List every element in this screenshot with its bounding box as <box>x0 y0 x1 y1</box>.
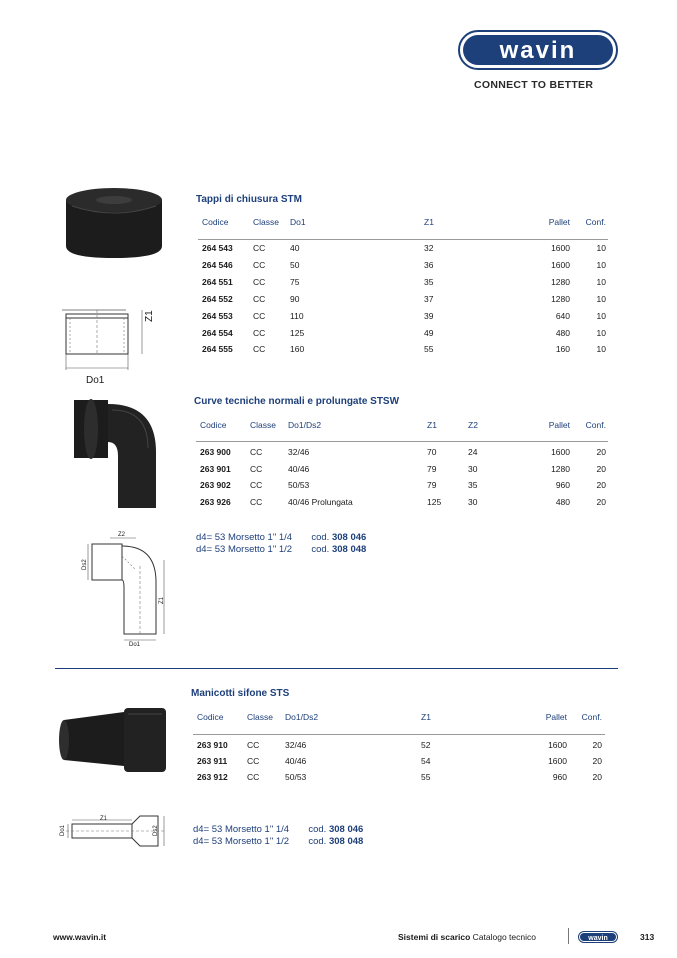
tappi-row-3-col-5: 10 <box>596 293 606 304</box>
sleeve-note-2 <box>193 836 363 847</box>
sleeve-header-pallet: Pallet <box>545 712 567 722</box>
sleeve-row-2-col-5: 20 <box>592 772 602 782</box>
tappi-row-0-col-0: 264 543 <box>202 243 233 253</box>
tappi-header-conf: Conf. <box>585 217 606 227</box>
tappi-row-4-col-3: 39 <box>424 310 434 321</box>
sleeve-product-image <box>58 706 170 779</box>
sleeve-drawing-do1-label: Do1 <box>60 824 66 836</box>
sleeve-row-1-col-2: 40/46 <box>285 756 307 766</box>
sleeve-row-2-col-3: 55 <box>421 772 431 782</box>
sleeve-note-1-cod-label: cod. <box>308 824 327 835</box>
sleeve-note-2-cod-label: cod. <box>308 836 327 847</box>
curve-note-2-cod: 308 048 <box>331 544 367 555</box>
tappi-row-0-col-1: CC <box>253 243 266 253</box>
tappi-row-0-col-3: 32 <box>424 243 434 253</box>
tappi-row-0-col-5: 10 <box>596 243 606 253</box>
section-title-tappi: Tappi di chiusura STM <box>196 194 302 205</box>
tappi-row-6-col-5: 10 <box>596 344 606 355</box>
curve-header-rule <box>196 441 608 442</box>
tappi-row-4-col-1: CC <box>253 310 266 321</box>
tappi-row-2-col-5: 10 <box>596 276 606 287</box>
sleeve-note-2-text: d4= 53 Morsetto 1" 1/2 <box>193 836 290 847</box>
cap-product-image <box>62 186 172 265</box>
cap-drawing-do1-label: Do1 <box>86 375 105 386</box>
tappi-row-4-col-4: 640 <box>555 310 570 321</box>
curve-row-3-col-6: 20 <box>596 496 606 507</box>
footer-catalog-bold: Sistemi di scarico <box>398 932 471 942</box>
curve-row-0-col-4: 24 <box>468 447 478 457</box>
sleeve-header-z1: Z1 <box>421 712 431 722</box>
sleeve-row-0-col-0: 263 910 <box>197 740 228 750</box>
tappi-row-1-col-3: 36 <box>424 259 434 270</box>
logo-text: wavin <box>499 37 577 64</box>
tappi-row-1-col-1: CC <box>253 259 266 270</box>
tappi-row-5-col-5: 10 <box>596 327 606 338</box>
sleeve-header-conf: Conf. <box>581 712 602 722</box>
curve-row-0-col-5: 1600 <box>551 447 570 457</box>
cap-technical-drawing <box>56 302 176 395</box>
sleeve-row-2-col-4: 960 <box>552 772 567 782</box>
curve-header-codice: Codice <box>200 420 227 430</box>
cap-drawing-z1-label: Z1 <box>144 310 155 322</box>
curve-row-1-col-0: 263 901 <box>200 463 231 474</box>
tappi-header-z1: Z1 <box>424 217 434 227</box>
sleeve-row-2-col-1: CC <box>247 772 260 782</box>
curve-row-2-col-4: 35 <box>468 480 478 491</box>
sleeve-row-1-col-0: 263 911 <box>197 756 228 766</box>
elbow-drawing-ds2-label: Ds2 <box>82 559 88 570</box>
sleeve-row-1-col-3: 54 <box>421 756 431 766</box>
tappi-row-2-col-1: CC <box>253 276 266 287</box>
sleeve-row-0-col-4: 1600 <box>548 740 567 750</box>
elbow-drawing-z1-label: Z1 <box>159 596 165 604</box>
tappi-row-5-col-0: 264 554 <box>202 327 233 338</box>
curve-note-1-cod-label: cod. <box>311 532 330 543</box>
sleeve-note-1-cod: 308 046 <box>328 824 364 835</box>
curve-header-pallet: Pallet <box>548 420 570 430</box>
section-title-manicotti: Manicotti sifone STS <box>191 688 290 699</box>
tappi-row-3-col-4: 1280 <box>551 293 570 304</box>
tappi-row-1-col-5: 10 <box>596 259 606 270</box>
sleeve-row-2-col-2: 50/53 <box>285 772 307 782</box>
curve-row-0-col-1: CC <box>250 447 263 457</box>
footer-page-number: 313 <box>640 932 655 942</box>
tappi-row-2-col-3: 35 <box>424 276 434 287</box>
tappi-row-4-col-5: 10 <box>596 310 606 321</box>
tappi-row-6-col-0: 264 555 <box>202 344 233 355</box>
tappi-row-6-col-4: 160 <box>555 344 570 355</box>
elbow-drawing-z2-label: Z2 <box>118 532 126 538</box>
tappi-row-6-col-1: CC <box>253 344 266 355</box>
tappi-row-0-col-4: 1600 <box>551 243 570 253</box>
curve-header-classe: Classe <box>250 420 276 430</box>
sleeve-row-1-col-4: 1600 <box>548 756 567 766</box>
curve-row-2-col-2: 50/53 <box>288 480 310 491</box>
curve-row-3-col-4: 30 <box>468 496 478 507</box>
tappi-row-1-col-0: 264 546 <box>202 259 233 270</box>
footer-logo-text: wavin <box>588 935 608 942</box>
sleeve-row-1-col-1: CC <box>247 756 260 766</box>
tappi-row-1-col-4: 1600 <box>551 259 570 270</box>
sleeve-row-0-col-5: 20 <box>592 740 602 750</box>
tappi-row-6-col-2: 160 <box>290 344 305 355</box>
wavin-logo <box>458 30 618 70</box>
curve-row-2-col-3: 79 <box>427 480 437 491</box>
sleeve-row-1-col-5: 20 <box>592 756 602 766</box>
curve-row-2-col-0: 263 902 <box>200 480 231 491</box>
curve-note-2-text: d4= 53 Morsetto 1" 1/2 <box>196 544 293 555</box>
curve-row-3-col-2: 40/46 Prolungata <box>288 496 353 507</box>
sleeve-row-2-col-0: 263 912 <box>197 772 228 782</box>
curve-row-1-col-6: 20 <box>596 463 606 474</box>
tappi-header-classe: Classe <box>253 217 279 227</box>
footer-website[interactable]: www.wavin.it <box>53 932 107 942</box>
curve-note-1 <box>196 532 366 543</box>
curve-header-z1: Z1 <box>427 420 437 430</box>
sleeve-note-2-cod: 308 048 <box>328 836 364 847</box>
tappi-header-do1: Do1 <box>290 217 306 227</box>
tappi-row-0-col-2: 40 <box>290 243 300 253</box>
curve-note-2 <box>196 544 366 555</box>
curve-header-do1ds2: Do1/Ds2 <box>288 420 322 430</box>
sleeve-note-1 <box>193 824 363 835</box>
tappi-header-pallet: Pallet <box>548 217 570 227</box>
elbow-drawing-do1-label: Do1 <box>129 642 141 648</box>
curve-header-conf: Conf. <box>585 420 606 430</box>
sleeve-header-codice: Codice <box>197 712 224 722</box>
tappi-header-rule <box>198 239 608 240</box>
curve-note-1-text: d4= 53 Morsetto 1" 1/4 <box>196 532 293 543</box>
footer-catalog <box>398 932 536 942</box>
sleeve-drawing-ds2-label: Ds2 <box>153 825 159 836</box>
sleeve-note-1-text: d4= 53 Morsetto 1" 1/4 <box>193 824 290 835</box>
curve-row-2-col-6: 20 <box>596 480 606 491</box>
tappi-row-2-col-2: 75 <box>290 276 300 287</box>
curve-row-1-col-1: CC <box>250 463 263 474</box>
curve-row-0-col-3: 70 <box>427 447 437 457</box>
curve-row-1-col-4: 30 <box>468 463 478 474</box>
tappi-row-2-col-0: 264 551 <box>202 276 233 287</box>
footer-catalog-rest: Catalogo tecnico <box>472 932 536 942</box>
tappi-row-5-col-4: 480 <box>555 327 570 338</box>
curve-row-0-col-6: 20 <box>596 447 606 457</box>
sleeve-row-0-col-2: 32/46 <box>285 740 307 750</box>
brand-tagline: CONNECT TO BETTER <box>474 79 594 91</box>
tappi-row-5-col-3: 49 <box>424 327 434 338</box>
section-title-curve: Curve tecniche normali e prolungate STSW <box>194 396 400 407</box>
tappi-row-3-col-1: CC <box>253 293 266 304</box>
curve-row-3-col-0: 263 926 <box>200 496 231 507</box>
tappi-row-5-col-1: CC <box>253 327 266 338</box>
curve-header-z2: Z2 <box>468 420 478 430</box>
tappi-row-1-col-2: 50 <box>290 259 300 270</box>
tappi-row-3-col-3: 37 <box>424 293 434 304</box>
tappi-row-4-col-0: 264 553 <box>202 310 233 321</box>
tappi-row-4-col-2: 110 <box>290 310 304 321</box>
curve-row-2-col-1: CC <box>250 480 263 491</box>
curve-row-1-col-2: 40/46 <box>288 463 310 474</box>
sleeve-header-do1ds2: Do1/Ds2 <box>285 712 319 722</box>
tappi-row-2-col-4: 1280 <box>551 276 570 287</box>
sleeve-header-classe: Classe <box>247 712 273 722</box>
elbow-product-image <box>68 398 164 517</box>
curve-row-3-col-3: 125 <box>427 496 442 507</box>
tappi-row-3-col-0: 264 552 <box>202 293 233 304</box>
footer-divider <box>568 928 569 944</box>
curve-row-3-col-5: 480 <box>555 496 570 507</box>
section-divider <box>55 668 618 669</box>
tappi-row-6-col-3: 55 <box>424 344 434 355</box>
curve-note-2-cod-label: cod. <box>311 544 330 555</box>
elbow-technical-drawing <box>80 530 172 657</box>
sleeve-row-0-col-1: CC <box>247 740 260 750</box>
sleeve-drawing-z1-label: Z1 <box>100 816 108 822</box>
curve-row-1-col-3: 79 <box>427 463 437 474</box>
tappi-row-5-col-2: 125 <box>290 327 305 338</box>
curve-note-1-cod: 308 046 <box>331 532 367 543</box>
curve-row-0-col-0: 263 900 <box>200 447 231 457</box>
sleeve-header-rule <box>193 734 605 735</box>
curve-row-0-col-2: 32/46 <box>288 447 310 457</box>
sleeve-row-0-col-3: 52 <box>421 740 431 750</box>
curve-row-1-col-5: 1280 <box>551 463 570 474</box>
curve-row-2-col-5: 960 <box>555 480 570 491</box>
tappi-row-3-col-2: 90 <box>290 293 300 304</box>
curve-row-3-col-1: CC <box>250 496 263 507</box>
tappi-header-codice: Codice <box>202 217 229 227</box>
footer-wavin-logo <box>578 930 618 948</box>
